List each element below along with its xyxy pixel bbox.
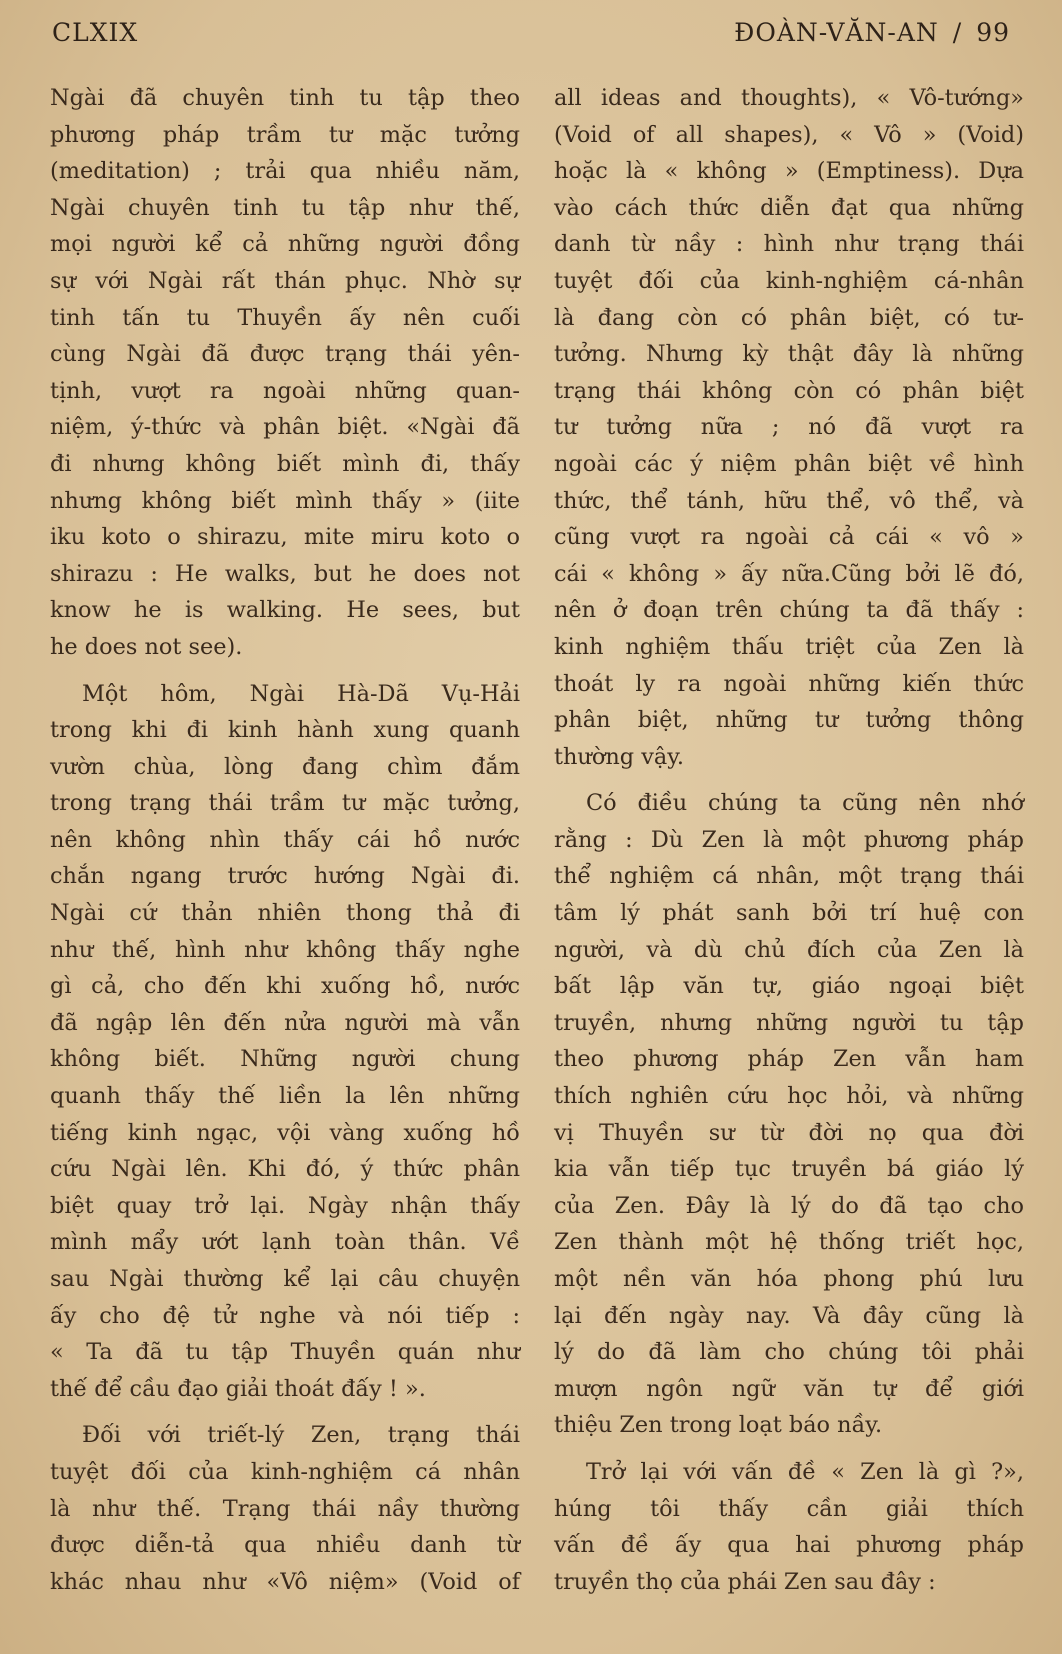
- text-line: tinh tấn tu Thuyền ấy nên cuối: [50, 304, 520, 331]
- right-column: [554, 80, 1024, 1600]
- text-line: vào cách thức diễn đạt qua những: [554, 194, 1024, 221]
- text-line: kia vẫn tiếp tục truyền bá giáo lý: [554, 1156, 1024, 1183]
- text-line: lý do đã làm cho chúng tôi phải: [554, 1339, 1024, 1366]
- paragraph: [554, 80, 1024, 775]
- text-line: được diễn-tả qua nhiều danh từ: [50, 1532, 520, 1559]
- text-line: trong khi đi kinh hành xung quanh: [50, 717, 520, 744]
- text-line: trong trạng thái trầm tư mặc tưởng,: [50, 790, 520, 817]
- text-line: tuyệt đối của kinh-nghiệm cá-nhân: [554, 267, 1024, 294]
- text-line: húng tôi thấy cần giải thích: [554, 1495, 1024, 1522]
- paragraph: [50, 676, 520, 1408]
- text-line: (Void of all shapes), « Vô » (Void): [554, 121, 1024, 148]
- text-line: Ngài đã chuyên tinh tu tập theo: [50, 85, 520, 111]
- text-line: vị Thuyền sư từ đời nọ qua đời: [554, 1119, 1024, 1146]
- text-line: là như thế. Trạng thái nầy thường: [50, 1495, 520, 1522]
- text-line: không biết. Những người chung: [50, 1046, 520, 1073]
- text-line: vấn đề ấy qua hai phương pháp: [554, 1532, 1024, 1559]
- text-line: tâm lý phát sanh bởi trí huệ con: [554, 900, 1024, 927]
- text-line: mượn ngôn ngữ văn tự để giới: [554, 1375, 1024, 1402]
- text-line: đã ngập lên đến nửa người mà vẫn: [50, 1009, 520, 1036]
- text-line: thường vậy.: [554, 743, 684, 770]
- text-line: all ideas and thoughts), « Vô-tướng»: [554, 85, 1024, 111]
- text-line: iku koto o shirazu, mite miru koto o: [50, 524, 520, 551]
- text-line: khác nhau như «Vô niệm» (Void of: [50, 1568, 520, 1595]
- text-line: thiệu Zen trong loạt báo nầy.: [554, 1412, 883, 1439]
- text-line: lại đến ngày nay. Và đây cũng là: [554, 1302, 1024, 1329]
- text-line: tịnh, vượt ra ngoài những quan-: [50, 377, 520, 404]
- text-line: cứu Ngài lên. Khi đó, ý thức phân: [50, 1156, 520, 1183]
- text-line: truyền thọ của phái Zen sau đây :: [554, 1568, 936, 1595]
- author-title: ĐOÀN-VĂN-AN: [734, 17, 939, 47]
- text-line: thích nghiên cứu học hỏi, và những: [554, 1083, 1024, 1110]
- text-line: nên không nhìn thấy cái hồ nước: [50, 826, 520, 853]
- text-line: tư tưởng nữa ; nó đã vượt ra: [554, 414, 1024, 441]
- text-line: sự với Ngài rất thán phục. Nhờ sự: [50, 267, 520, 294]
- text-line: ấy cho đệ tử nghe và nói tiếp :: [50, 1302, 520, 1329]
- text-line: thức, thể tánh, hữu thể, vô thể, và: [554, 487, 1024, 514]
- text-line: thoát ly ra ngoài những kiến thức: [554, 670, 1024, 697]
- text-line: « Ta đã tu tập Thuyền quán như: [50, 1339, 520, 1366]
- text-line: theo phương pháp Zen vẫn ham: [554, 1046, 1024, 1073]
- text-line: là đang còn có phân biệt, có tư-: [554, 304, 1024, 331]
- text-line: kinh nghiệm thấu triệt của Zen là: [554, 633, 1024, 660]
- text-line: niệm, ý-thức và phân biệt. «Ngài đã: [50, 414, 520, 441]
- text-line: Zen thành một hệ thống triết học,: [554, 1229, 1024, 1256]
- text-line: gì cả, cho đến khi xuống hồ, nước: [50, 973, 520, 1000]
- text-line: Có điều chúng ta cũng nên nhớ: [586, 790, 1024, 817]
- text-line: (meditation) ; trải qua nhiều năm,: [50, 158, 520, 185]
- text-line: như thế, hình như không thấy nghe: [50, 936, 520, 963]
- text-line: của Zen. Đây là lý do đã tạo cho: [554, 1192, 1024, 1219]
- text-line: Trở lại với vấn đề « Zen là gì ?»,: [586, 1458, 1024, 1485]
- text-line: Ngài chuyên tinh tu tập như thế,: [50, 194, 520, 221]
- text-line: know he is walking. He sees, but: [50, 597, 520, 624]
- text-line: phân biệt, những tư tưởng thông: [554, 707, 1024, 734]
- paragraph: [50, 80, 520, 666]
- text-line: phương pháp trầm tư mặc tưởng: [50, 121, 520, 148]
- text-line: cùng Ngài đã được trạng thái yên-: [50, 341, 520, 368]
- text-line: Một hôm, Ngài Hà-Dã Vụ-Hải: [82, 680, 520, 707]
- paragraph: [554, 785, 1024, 1444]
- text-line: shirazu : He walks, but he does not: [50, 560, 520, 587]
- page-number: 99: [976, 17, 1010, 47]
- header-separator: /: [952, 17, 963, 47]
- text-line: cái « không » ấy nữa.Cũng bởi lẽ đó,: [554, 560, 1024, 587]
- text-line: chắn ngang trước hướng Ngài đi.: [50, 863, 520, 890]
- text-line: truyền, nhưng những người tu tập: [554, 1009, 1024, 1036]
- text-line: thế để cầu đạo giải thoát đấy ! ».: [50, 1375, 426, 1402]
- left-column: [50, 80, 520, 1600]
- text-line: tiếng kinh ngạc, vội vàng xuống hồ: [50, 1119, 520, 1146]
- text-line: tuyệt đối của kinh-nghiệm cá nhân: [50, 1458, 520, 1485]
- paragraph: [50, 1417, 520, 1600]
- text-line: một nền văn hóa phong phú lưu: [554, 1266, 1024, 1292]
- text-line: Đối với triết-lý Zen, trạng thái: [82, 1422, 520, 1449]
- page-header: [52, 14, 1010, 50]
- text-line: nên ở đoạn trên chúng ta đã thấy :: [554, 597, 1024, 624]
- text-line: he does not see).: [50, 633, 243, 660]
- paragraph: [554, 1454, 1024, 1600]
- text-line: trạng thái không còn có phân biệt: [554, 377, 1024, 404]
- text-line: quanh thấy thế liền la lên những: [50, 1083, 520, 1110]
- text-line: thể nghiệm cá nhân, một trạng thái: [554, 863, 1024, 890]
- running-head: [734, 18, 1010, 47]
- text-line: nhưng không biết mình thấy » (iite: [50, 487, 520, 514]
- text-line: đi nhưng không biết mình đi, thấy: [50, 450, 520, 477]
- text-line: biệt quay trở lại. Ngày nhận thấy: [50, 1192, 520, 1219]
- text-line: mọi người kể cả những người đồng: [50, 231, 520, 258]
- text-line: tưởng. Nhưng kỳ thật đây là những: [554, 341, 1024, 368]
- text-line: mình mẩy ướt lạnh toàn thân. Về: [50, 1229, 520, 1256]
- text-line: vườn chùa, lòng đang chìm đắm: [50, 753, 520, 780]
- text-line: hoặc là « không » (Emptiness). Dựa: [554, 158, 1024, 185]
- text-line: ngoài các ý niệm phân biệt về hình: [554, 450, 1024, 477]
- text-line: sau Ngài thường kể lại câu chuyện: [50, 1266, 520, 1292]
- section-number: CLXIX: [52, 17, 139, 47]
- text-line: Ngài cứ thản nhiên thong thả đi: [50, 900, 520, 927]
- text-line: cũng vượt ra ngoài cả cái « vô »: [554, 524, 1024, 551]
- text-line: rằng : Dù Zen là một phương pháp: [554, 826, 1024, 853]
- text-line: người, và dù chủ đích của Zen là: [554, 936, 1024, 963]
- text-line: bất lập văn tự, giáo ngoại biệt: [554, 973, 1024, 1000]
- text-line: danh từ nầy : hình như trạng thái: [554, 231, 1024, 258]
